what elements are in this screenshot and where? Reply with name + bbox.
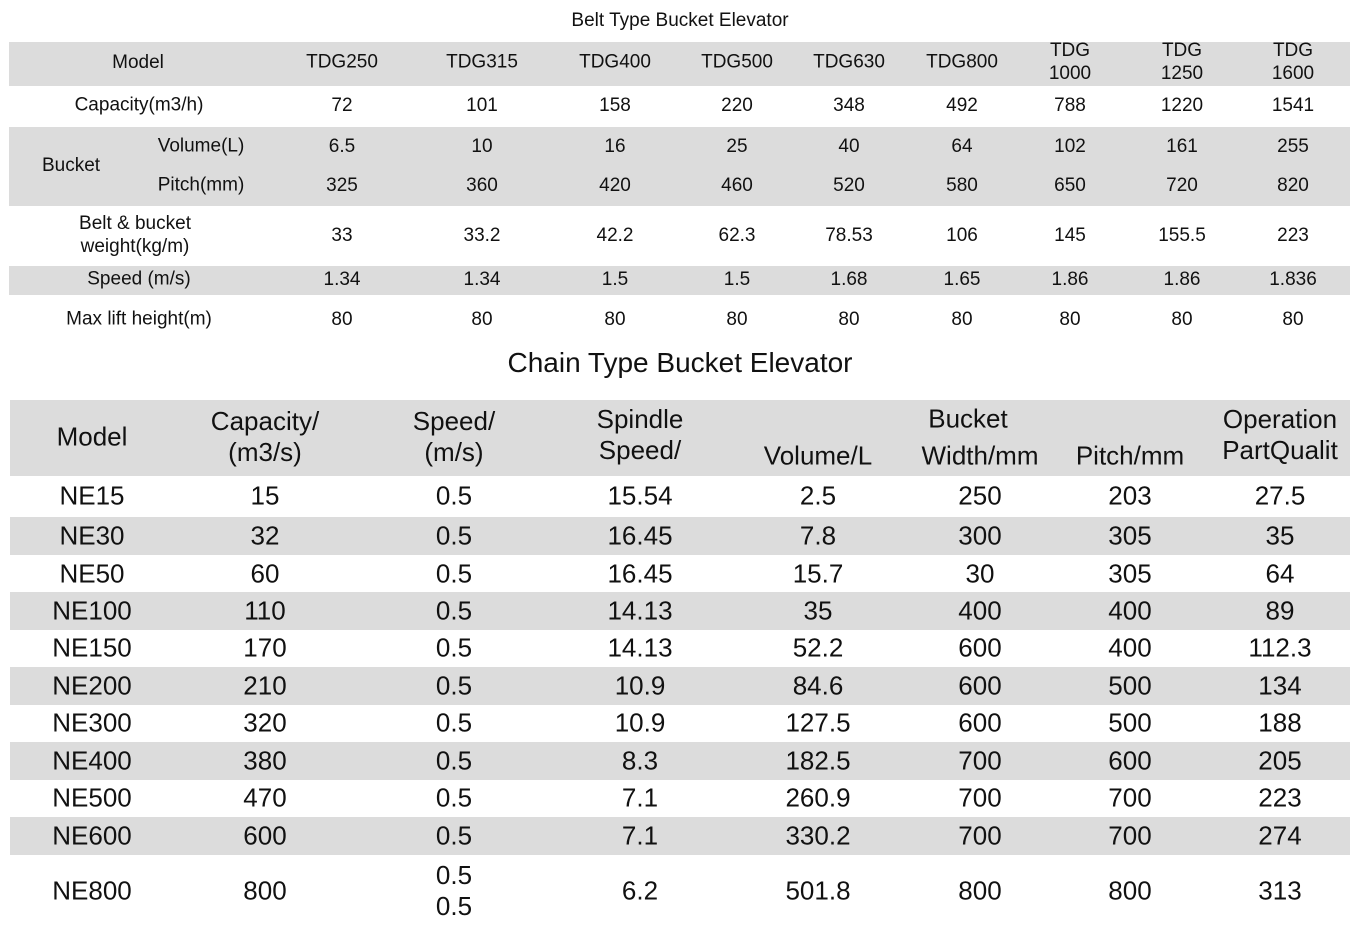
belt-model-header-cell: TDG400 (579, 51, 651, 73)
belt-value-cell: 40 (838, 136, 860, 157)
chain-value-cell: 501.8 (785, 875, 851, 906)
belt-value-cell: 348 (833, 95, 865, 116)
chain-value-cell: 134 (1258, 670, 1302, 701)
row-shading (9, 266, 1350, 295)
chain-value-cell: 380 (243, 745, 287, 776)
belt-value-cell: 80 (471, 309, 493, 330)
chain-value-cell: 0.5 (435, 595, 473, 626)
belt-value-cell: 78.53 (825, 225, 873, 246)
belt-value-cell: 520 (833, 175, 865, 196)
belt-row-label: Speed (m/s) (87, 268, 191, 290)
chain-model-cell: NE50 (59, 558, 125, 589)
chain-model-cell: NE30 (59, 520, 125, 551)
belt-model-header-cell: TDG 1250 (1160, 40, 1204, 84)
belt-value-cell: 420 (599, 175, 631, 196)
chain-model-cell: NE200 (52, 670, 132, 701)
belt-value-cell: 42.2 (596, 225, 634, 246)
chain-value-cell: 84.6 (792, 670, 844, 701)
belt-value-cell: 1.86 (1163, 269, 1201, 290)
belt-value-cell: 80 (331, 309, 353, 330)
chain-model-cell: NE300 (52, 707, 132, 738)
chain-value-cell: 35 (803, 595, 833, 626)
chain-value-cell: 700 (1108, 782, 1152, 813)
chain-value-cell: 400 (958, 595, 1002, 626)
chain-value-cell: 400 (1108, 632, 1152, 663)
belt-value-cell: 1541 (1271, 95, 1315, 116)
chain-value-cell: 2.5 (799, 480, 837, 511)
belt-value-cell: 80 (1282, 309, 1304, 330)
chain-value-cell: 0.5 (435, 745, 473, 776)
belt-value-cell: 33.2 (463, 225, 501, 246)
row-shading (9, 42, 1350, 86)
chain-value-cell: 400 (1108, 595, 1152, 626)
chain-value-cell: 0.5 (435, 782, 473, 813)
chain-header-operation: Operation PartQualit (1222, 403, 1338, 465)
belt-value-cell: 64 (951, 136, 973, 157)
belt-value-cell: 1220 (1160, 95, 1204, 116)
chain-value-cell: 16.45 (607, 520, 673, 551)
belt-model-header: Model (112, 52, 164, 73)
chain-value-cell: 600 (243, 820, 287, 851)
chain-value-cell: 700 (958, 820, 1002, 851)
belt-value-cell: 102 (1054, 136, 1086, 157)
chain-model-cell: NE600 (52, 820, 132, 851)
belt-value-cell: 33 (331, 225, 353, 246)
belt-value-cell: 16 (604, 136, 626, 157)
belt-value-cell: 25 (726, 136, 748, 157)
chain-value-cell: 10.9 (614, 670, 666, 701)
belt-value-cell: 255 (1277, 136, 1309, 157)
belt-value-cell: 650 (1054, 175, 1086, 196)
chain-value-cell: 35 (1265, 520, 1295, 551)
chain-value-cell: 800 (958, 875, 1002, 906)
chain-header-bucket: Bucket (928, 403, 1008, 434)
chain-value-cell: 700 (958, 745, 1002, 776)
belt-model-header-cell: TDG 1600 (1271, 40, 1315, 84)
belt-value-cell: 106 (946, 225, 978, 246)
chain-value-cell: 14.13 (607, 632, 673, 663)
belt-value-cell: 62.3 (718, 225, 756, 246)
chain-value-cell: 0.5 (435, 632, 473, 663)
belt-value-cell: 220 (721, 95, 753, 116)
chain-value-cell: 260.9 (785, 782, 851, 813)
belt-value-cell: 80 (838, 309, 860, 330)
chain-value-cell: 182.5 (785, 745, 851, 776)
chain-value-cell: 32 (250, 520, 280, 551)
belt-row-label: Belt & bucket weight(kg/m) (79, 213, 191, 257)
chain-value-cell: 320 (243, 707, 287, 738)
belt-value-cell: 492 (946, 95, 978, 116)
chain-value-cell: 800 (243, 875, 287, 906)
chain-value-cell: 30 (965, 558, 995, 589)
belt-model-header-cell: TDG 1000 (1048, 40, 1092, 84)
chain-value-cell: 0.5 (435, 480, 473, 511)
belt-model-header-cell: TDG250 (306, 51, 378, 73)
belt-value-cell: 1.68 (830, 269, 868, 290)
chain-spec-table (10, 398, 1350, 930)
chain-value-cell: 7.1 (621, 782, 659, 813)
chain-value-cell: 8.3 (621, 745, 659, 776)
chain-value-cell: 203 (1108, 480, 1152, 511)
belt-value-cell: 360 (466, 175, 498, 196)
chain-value-cell: 127.5 (785, 707, 851, 738)
chain-value-cell: 110 (244, 595, 286, 626)
chain-value-cell: 6.2 (621, 875, 659, 906)
chain-value-cell: 223 (1258, 782, 1302, 813)
belt-model-header-cell: TDG500 (701, 51, 773, 73)
belt-value-cell: 72 (331, 95, 353, 116)
chain-value-cell: 0.5 (435, 707, 473, 738)
chain-model-cell: NE500 (52, 782, 132, 813)
belt-value-cell: 155.5 (1158, 225, 1206, 246)
belt-row-label: Pitch(mm) (157, 174, 245, 196)
belt-model-header-cell: TDG315 (446, 51, 518, 73)
chain-value-cell: 330.2 (785, 820, 851, 851)
chain-value-cell: 27.5 (1254, 480, 1306, 511)
belt-table-title: Belt Type Bucket Elevator (571, 10, 789, 31)
chain-model-cell: NE15 (59, 480, 125, 511)
belt-value-cell: 1.86 (1051, 269, 1089, 290)
belt-row-label: Volume(L) (157, 135, 245, 157)
belt-row-label: Max lift height(m) (66, 308, 212, 330)
belt-value-cell: 80 (951, 309, 973, 330)
belt-value-cell: 1.5 (601, 269, 629, 290)
belt-value-cell: 145 (1054, 225, 1086, 246)
belt-value-cell: 101 (466, 95, 498, 116)
chain-value-cell: 60 (250, 558, 280, 589)
chain-model-cell: NE400 (52, 745, 132, 776)
chain-value-cell: 800 (1108, 875, 1152, 906)
chain-value-cell: 7.8 (799, 520, 837, 551)
chain-value-cell: 64 (1265, 558, 1295, 589)
chain-value-cell: 210 (243, 670, 287, 701)
chain-value-cell: 0.5 (435, 670, 473, 701)
belt-value-cell: 788 (1054, 95, 1086, 116)
belt-value-cell: 80 (604, 309, 626, 330)
belt-value-cell: 1.836 (1269, 269, 1317, 290)
belt-model-header-cell: TDG630 (813, 51, 885, 73)
belt-spec-table (9, 40, 1350, 340)
chain-value-cell: 600 (958, 632, 1002, 663)
chain-value-cell: 470 (243, 782, 287, 813)
chain-value-cell: 250 (958, 480, 1002, 511)
chain-value-cell: 500 (1108, 707, 1152, 738)
belt-value-cell: 460 (721, 175, 753, 196)
chain-value-cell: 305 (1108, 558, 1152, 589)
chain-value-cell: 15.54 (607, 480, 673, 511)
chain-header-volume: Volume/L (763, 440, 873, 471)
chain-value-cell: 52.2 (792, 632, 844, 663)
chain-table-title: Chain Type Bucket Elevator (507, 347, 853, 378)
chain-value-cell: 10.9 (614, 707, 666, 738)
chain-value-cell: 170 (243, 632, 287, 663)
chain-value-cell: 600 (1108, 745, 1152, 776)
chain-value-cell: 15 (250, 480, 280, 511)
belt-value-cell: 1.5 (723, 269, 751, 290)
belt-value-cell: 223 (1277, 225, 1309, 246)
chain-value-cell: 0.5 (435, 558, 473, 589)
belt-value-cell: 10 (471, 136, 493, 157)
chain-value-cell: 300 (958, 520, 1002, 551)
chain-value-cell: 15.7 (792, 558, 844, 589)
belt-bucket-group-label: Bucket (41, 155, 101, 176)
belt-value-cell: 6.5 (328, 136, 356, 157)
belt-value-cell: 161 (1166, 136, 1198, 157)
chain-value-cell: 500 (1108, 670, 1152, 701)
belt-value-cell: 580 (946, 175, 978, 196)
chain-value-cell: 0.5 (435, 520, 473, 551)
chain-value-cell: 7.1 (621, 820, 659, 851)
chain-model-cell: NE800 (52, 875, 132, 906)
belt-value-cell: 820 (1277, 175, 1309, 196)
chain-header-spindle: Spindle Speed/ (596, 403, 684, 465)
chain-header-capacity: Capacity/ (m3/s) (210, 405, 320, 467)
belt-value-cell: 720 (1166, 175, 1198, 196)
chain-value-cell: 600 (958, 670, 1002, 701)
chain-value-cell: 89 (1265, 595, 1295, 626)
chain-header-width: Width/mm (921, 440, 1039, 471)
chain-model-cell: NE150 (52, 632, 132, 663)
chain-value-cell: 205 (1258, 745, 1302, 776)
chain-value-cell: 0.5 (435, 820, 473, 851)
belt-value-cell: 325 (326, 175, 358, 196)
chain-model-cell: NE100 (52, 595, 132, 626)
chain-value-cell: 700 (1108, 820, 1152, 851)
belt-value-cell: 80 (1171, 309, 1193, 330)
chain-value-cell: 188 (1258, 707, 1302, 738)
chain-value-cell: 305 (1108, 520, 1152, 551)
chain-value-cell: 274 (1258, 820, 1302, 851)
belt-value-cell: 1.34 (323, 269, 361, 290)
belt-value-cell: 80 (1059, 309, 1081, 330)
chain-header-model: Model (56, 421, 128, 452)
belt-row-label: Capacity(m3/h) (74, 94, 204, 116)
chain-value-cell: 600 (958, 707, 1002, 738)
belt-model-header-cell: TDG800 (926, 51, 998, 73)
chain-value-cell: 14.13 (607, 595, 673, 626)
belt-value-cell: 1.65 (943, 269, 981, 290)
chain-header-pitch: Pitch/mm (1075, 440, 1185, 471)
belt-value-cell: 1.34 (463, 269, 501, 290)
chain-value-cell: 112.3 (1248, 632, 1312, 663)
chain-value-cell: 700 (958, 782, 1002, 813)
chain-value-cell: 0.5 0.5 (435, 859, 473, 921)
chain-value-cell: 313 (1258, 875, 1302, 906)
belt-value-cell: 158 (599, 95, 631, 116)
belt-value-cell: 80 (726, 309, 748, 330)
chain-value-cell: 16.45 (607, 558, 673, 589)
chain-header-speed: Speed/ (m/s) (412, 405, 496, 467)
